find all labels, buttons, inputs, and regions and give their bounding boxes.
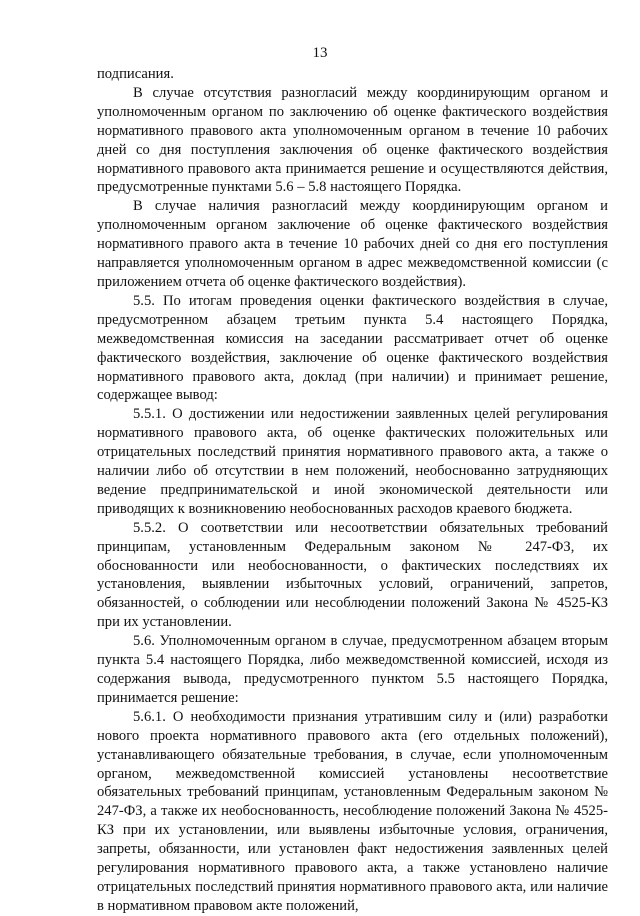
- paragraph-5-5: 5.5. По итогам проведения оценки фактического воздействия в случае, предусмотренном абзацем третьим пункта 5.4 настоящего Порядка, межведомственная комиссия на заседании рассматривает отчет об оценке фактического воздействия, заключение об оценке фактического воздействия нормативного правового акта, доклад (при наличии) и принимает решение, содержащее вывод:: [97, 292, 608, 404]
- paragraph-5-5-2: 5.5.2. О соответствии или несоответствии обязательных требований принципам, установленным Федеральным законом № 247-ФЗ, их обоснованности или необоснованности, о фактических последствиях их установления, выявлении избыточных условий, ограничений, запретов, обязанностей, о соблюдении или несоблюдении положений Закона № 4525-КЗ при их установлении.: [97, 519, 608, 631]
- paragraph-no-disagreement: В случае отсутствия разногласий между координирующим органом и уполномоченным органом по заключению об оценке фактического воздействия нормативного правового акта уполномоченным органом в течение 10 рабочих дней со дня поступления заключения об оценке фактического воздействия нормативного правового акта принимается решение и осуществляются действия, предусмотренные пунктами 5.6 – 5.8 настоящего Порядка.: [97, 84, 608, 196]
- paragraph-5-6: 5.6. Уполномоченным органом в случае, предусмотренном абзацем вторым пункта 5.4 настоящего Порядка, либо межведомственной комиссией, исходя из содержания вывода, предусмотренного пунктом 5.5 настоящего Порядка, принимается решение:: [97, 633, 608, 706]
- paragraph-5-5-1: 5.5.1. О достижении или недостижении заявленных целей регулирования нормативного правового акта, об оценке фактических положительных или отрицательных последствий принятия нормативного правового акта, а также о наличии либо об отсутствии в нем положений, необоснованно затрудняющих ведение предпринимательской и иной экономической деятельности или приводящих к возникновению необоснованных расходов краевого бюджета.: [97, 406, 608, 517]
- page-number: 13: [312, 45, 328, 61]
- paragraph-continuation: подписания.: [97, 66, 174, 82]
- paragraph-5-6-1: 5.6.1. О необходимости признания утратившим силу и (или) разработки нового проекта нормативного правового акта (его отдельных положений), устанавливающего обязательные требования, в случае, если уполномоченным органом, межведомственной комиссией установлены несоответствие обязательных требований принципам, установленным Федеральным законом № 247-ФЗ, а также их необоснованность, несоблюдение положений Закона № 4525-КЗ при их установлении, или выявлены избыточные условия, ограничения, запреты, обязанности, или установлен факт недостижения заявленных целей регулирования нормативного правового акта, а также установлено наличие отрицательных последствий принятия нормативного правового акта, или наличие в нормативном правовом акте положений,: [97, 708, 608, 914]
- paragraph-disagreement: В случае наличия разногласий между координирующим органом и уполномоченным органом заключение об оценке фактического воздействия нормативного правого акта в течение 10 рабочих дней со дня его поступления направляется уполномоченным органом в адрес межведомственной комиссии (с приложением отчета об оценке фактического воздействия).: [97, 198, 608, 290]
- document-body: [97, 65, 608, 916]
